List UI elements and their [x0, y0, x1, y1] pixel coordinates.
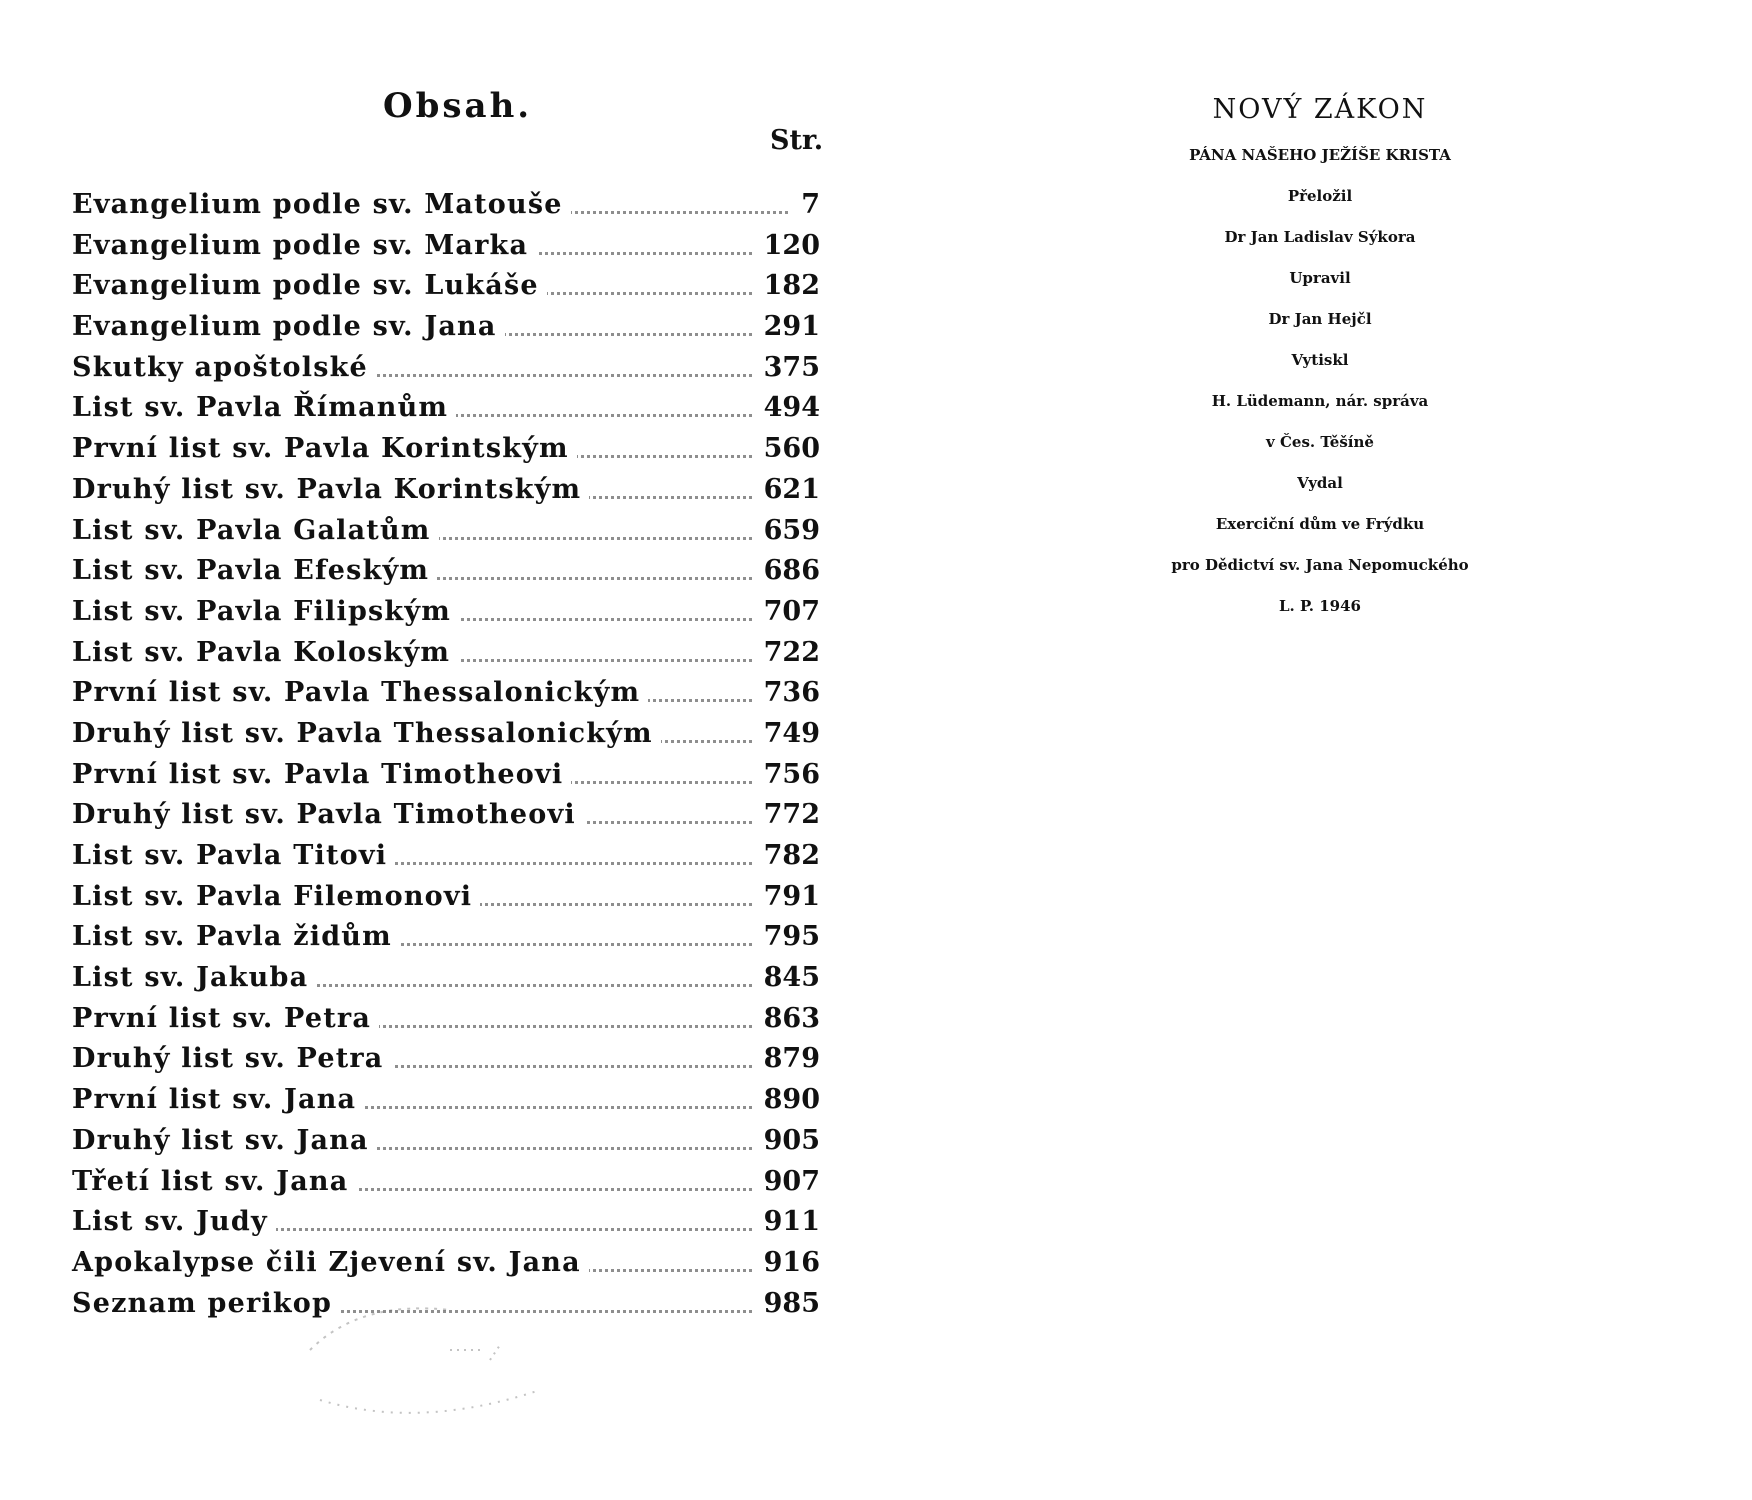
toc-entry-page: 722	[754, 637, 820, 668]
translator-name: Dr Jan Ladislav Sýkora	[1224, 228, 1416, 246]
toc-entry-title: List sv. Jakuba	[72, 962, 316, 993]
toc-heading: Obsah.	[383, 86, 533, 126]
toc-entry-page: 907	[754, 1166, 820, 1197]
toc-entry-title: Druhý list sv. Pavla Timotheovi	[72, 799, 584, 830]
toc-entry-page: 985	[754, 1288, 820, 1319]
toc-entry	[0, 1039, 876, 1080]
toc-entry	[0, 673, 876, 714]
printer-name: H. Lüdemann, nár. správa	[1211, 392, 1429, 410]
toc-entry-title: Druhý list sv. Pavla Thessalonickým	[72, 718, 661, 749]
toc-entry	[0, 633, 876, 674]
toc-entry-page: 621	[754, 474, 820, 505]
publisher-name: Exerciční dům ve Frýdku	[1215, 515, 1425, 533]
toc-entry-page: 120	[754, 230, 820, 261]
toc-entry-page: 756	[754, 759, 820, 790]
page-column-label: Str.	[770, 125, 824, 156]
toc-entry	[0, 877, 876, 918]
toc-entry-title: Druhý list sv. Jana	[72, 1125, 377, 1156]
toc-entry-title: List sv. Pavla Efeským	[72, 555, 437, 586]
toc-entry	[0, 470, 876, 511]
toc-entry	[0, 226, 876, 267]
toc-entry-page: 916	[754, 1247, 820, 1278]
toc-entry	[0, 592, 876, 633]
toc-entry-page: 686	[754, 555, 820, 586]
toc-entry	[0, 348, 876, 389]
book-title: NOVÝ ZÁKON	[1212, 94, 1428, 125]
toc-entry-page: 879	[754, 1043, 820, 1074]
publisher-for: pro Dědictví sv. Jana Nepomuckého	[1171, 556, 1469, 574]
toc-entry-page: 911	[754, 1206, 820, 1237]
toc-entry	[0, 388, 876, 429]
toc-entry-title: Evangelium podle sv. Matouše	[72, 189, 571, 220]
toc-entry	[0, 1121, 876, 1162]
toc-entry-title: List sv. Judy	[72, 1206, 276, 1237]
toc-entry-title: List sv. Pavla Galatům	[72, 515, 439, 546]
toc-entry	[0, 185, 876, 226]
toc-entry-page: 7	[791, 189, 820, 220]
toc-entry-title: Druhý list sv. Petra	[72, 1043, 392, 1074]
toc-entry	[0, 836, 876, 877]
toc-entry-title: První list sv. Pavla Timotheovi	[72, 759, 571, 790]
title-page	[1100, 0, 1540, 1500]
toc-entry	[0, 307, 876, 348]
toc-entry-page: 890	[754, 1084, 820, 1115]
library-stamp	[300, 1290, 600, 1440]
toc-entry-page: 182	[754, 270, 820, 301]
toc-entry-page: 863	[754, 1003, 820, 1034]
toc-entry-title: Apokalypse čili Zjevení sv. Jana	[72, 1247, 589, 1278]
toc-entry	[0, 958, 876, 999]
toc-entry-page: 749	[754, 718, 820, 749]
toc-entry-page: 291	[754, 311, 820, 342]
publication-year: L. P. 1946	[1279, 597, 1361, 615]
toc-entry-page: 494	[754, 392, 820, 423]
toc-entry-page: 905	[754, 1125, 820, 1156]
toc-entry	[0, 714, 876, 755]
toc-entry	[0, 1202, 876, 1243]
toc-entry	[0, 551, 876, 592]
toc-entry-title: List sv. Pavla Titovi	[72, 840, 395, 871]
toc-entry-page: 782	[754, 840, 820, 871]
toc-entry	[0, 999, 876, 1040]
toc-list	[0, 185, 876, 1324]
toc-entry-page: 560	[754, 433, 820, 464]
published-label: Vydal	[1297, 474, 1343, 492]
toc-entry-title: Evangelium podle sv. Lukáše	[72, 270, 547, 301]
printed-label: Vytiskl	[1291, 351, 1349, 369]
toc-entry-title: Evangelium podle sv. Marka	[72, 230, 536, 261]
toc-entry-page: 845	[754, 962, 820, 993]
toc-entry-page: 795	[754, 921, 820, 952]
toc-entry-page: 659	[754, 515, 820, 546]
book-subtitle: PÁNA NAŠEHO JEŽÍŠE KRISTA	[1189, 146, 1451, 164]
toc-entry-page: 791	[754, 881, 820, 912]
toc-entry	[0, 1162, 876, 1203]
toc-entry-page: 772	[754, 799, 820, 830]
toc-entry	[0, 1243, 876, 1284]
toc-entry	[0, 1080, 876, 1121]
toc-entry	[0, 511, 876, 552]
toc-entry-title: List sv. Pavla Koloským	[72, 637, 458, 668]
toc-entry-title: List sv. Pavla Filemonovi	[72, 881, 480, 912]
toc-entry-page: 736	[754, 677, 820, 708]
translated-label: Přeložil	[1287, 187, 1353, 205]
toc-entry-title: Seznam perikop	[72, 1288, 340, 1319]
edited-label: Upravil	[1289, 269, 1351, 287]
toc-entry-title: List sv. Pavla Filipským	[72, 596, 459, 627]
toc-entry-title: Skutky apoštolské	[72, 352, 376, 383]
toc-entry	[0, 266, 876, 307]
toc-entry	[0, 795, 876, 836]
toc-entry	[0, 755, 876, 796]
toc-entry-page: 375	[754, 352, 820, 383]
toc-entry-title: Evangelium podle sv. Jana	[72, 311, 505, 342]
printer-place: v Čes. Těšíně	[1266, 433, 1374, 451]
toc-entry-title: První list sv. Petra	[72, 1003, 379, 1034]
toc-entry-title: První list sv. Jana	[72, 1084, 364, 1115]
toc-entry	[0, 917, 876, 958]
toc-entry-title: Třetí list sv. Jana	[72, 1166, 356, 1197]
toc-entry-page: 707	[754, 596, 820, 627]
toc-entry-title: První list sv. Pavla Korintským	[72, 433, 577, 464]
toc-entry	[0, 429, 876, 470]
toc-entry-title: Druhý list sv. Pavla Korintským	[72, 474, 589, 505]
editor-name: Dr Jan Hejčl	[1268, 310, 1372, 328]
toc-entry-title: List sv. Pavla židům	[72, 921, 400, 952]
toc-entry-title: První list sv. Pavla Thessalonickým	[72, 677, 648, 708]
toc-entry-title: List sv. Pavla Římanům	[72, 392, 456, 423]
